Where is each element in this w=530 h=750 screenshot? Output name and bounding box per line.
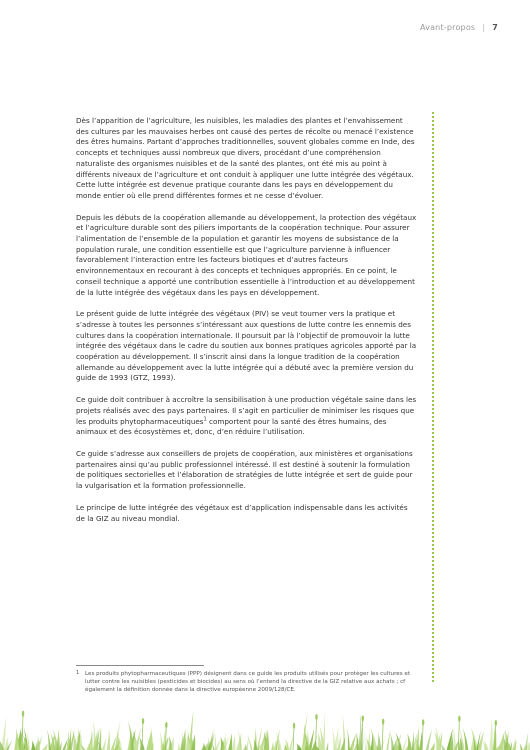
footnote-text: Les produits phytopharmaceutiques (PPP) désignent dans ce guide les produits utilisés pour protéger les cultures et lutter contre les nuisibles (pesticides et biocides) au sens où l’entend la directive de la GIZ relative aux achats ; cf également la définition donnée dans la directive européenne 2009/128/CE.	[85, 671, 411, 694]
grass-blade	[377, 733, 381, 750]
footnote	[76, 670, 426, 695]
grass-seed-head	[382, 718, 384, 724]
grass-blade	[107, 730, 110, 750]
grass-blade	[47, 729, 51, 750]
footnote-mark: 1	[76, 670, 80, 676]
grass-seed-head	[422, 719, 424, 725]
grass-blade	[356, 732, 359, 750]
grass-stem	[382, 722, 383, 750]
grass-seed-head	[165, 722, 167, 728]
page-number: 7	[492, 23, 498, 32]
paragraph-2: Depuis les débuts de la coopération allemande au développement, la protection des végétaux et l’agriculture durable sont des piliers importants de la coopération technique. Pour assurer l’alimentation de l’ensemble de la population et garantir les moyens de subsistance de la population rurale, une condition essentielle est que l’agriculture parvienne à influencer favorablement l’interaction entre les facteurs biotiques et d’autres facteurs environnementaux en recourant à des concepts et techniques appropriés. En ce point, le conseil technique a apporté une contribution essentielle à l’introduction et au développement de la lutte intégrée des végétaux dans les pays en développement.	[76, 212, 417, 297]
grass-blade	[512, 738, 517, 750]
grass-blade	[419, 731, 422, 750]
grass-seed-head	[315, 714, 317, 720]
section-title: Avant-propos	[419, 23, 476, 32]
paragraph-4	[76, 395, 417, 438]
grass-blade	[411, 731, 414, 750]
grass-blade	[390, 733, 394, 750]
grass-blade	[347, 728, 350, 750]
grass-blade	[42, 744, 48, 750]
paragraph-4-part-1: Ce guide doit contribuer à accroître la sensibilisation à une production végétale saine dans les projets réalisés avec des pays partenaires. Il s’agit en particulier de minimiser les risques que les produits phytopharmaceutiques	[76, 395, 417, 426]
grass-seed-head	[458, 715, 460, 721]
grass-blade	[201, 743, 205, 750]
grass-stem	[422, 722, 423, 750]
header-separator: |	[482, 23, 486, 32]
grass-blade	[430, 743, 434, 750]
grass-blade	[178, 742, 180, 750]
grass-illustration	[0, 700, 530, 750]
grass-seed-head	[142, 718, 144, 724]
grass-blade	[426, 729, 432, 750]
grass-blade	[365, 739, 367, 750]
grass-blade	[102, 738, 106, 750]
grass-blade	[296, 743, 301, 750]
paragraph-6: Le principe de lutte intégrée des végétaux est d’application indispensable dans les activités de la GIZ au niveau mondial.	[76, 502, 408, 523]
paragraph-3: Le présent guide de lutte intégrée des végétaux (PIV) se veut tourner vers la pratique et s’adresse à toutes les personnes s’intéressant aux questions de lutte contre les ennemis des cultures dans la coopération internationale. Il poursuit par là l’objectif de promouvoir la lutte intégrée des végétaux dans le cadre du soutien aux bonnes pratiques agricoles apporté par la coopération au développement. Il s’inscrit ainsi dans la longue tradition de la coopération allemande au développement avec la lutte intégrée qui a débuté avec la première version du guide de 1993 (GTZ, 1993).	[76, 309, 417, 383]
grass-seed-head	[362, 715, 364, 721]
grass-blade	[224, 732, 226, 750]
grass-seed-head	[495, 720, 497, 726]
paragraph-5: Ce guide s’adresse aux conseillers de projets de coopération, aux ministères et organisations partenaires ainsi qu’au public professionnel intéressé. Il est destiné à soutenir la formulation de politiques sectorielles et l’élaboration de stratégies de lutte intégrée et sert de guide pour la vulgarisation et la formation professionnelle.	[76, 448, 413, 491]
grass-blade	[489, 717, 492, 750]
dotted-margin-rule	[432, 112, 434, 682]
grass-blade	[407, 733, 411, 750]
grass-blade	[386, 729, 390, 750]
grass-seed-head	[293, 723, 295, 729]
body-text	[76, 116, 417, 535]
paragraph-4-part-2: comportent pour la santé des êtres humains, des animaux et des écosystèmes et, donc, d’en réduire l’utilisation.	[76, 416, 387, 437]
grass-blade	[243, 744, 246, 750]
footnote-divider	[76, 665, 204, 666]
grass-blade	[31, 740, 35, 750]
grass-stem	[293, 726, 294, 750]
grass-blade	[214, 727, 217, 750]
grass-blade	[228, 733, 232, 750]
grass-blade	[271, 742, 274, 750]
paragraph-1: Dès l’apparition de l’agriculture, les nuisibles, les maladies des plantes et l’envahissement des cultures par les mauvaises herbes ont causé des pertes de récolte ou menacé l’existence des êtres humains. Partant d’approches traditionnelles, souvent globales comme en Inde, des concepts et techniques aussi nombreux que divers, procédant d’une compréhension naturaliste des organismes nuisibles et de la santé des plantes, ont été mis au point à différents niveaux de l’agriculture et ont conduit à appliquer une lutte intégrée des végétaux. Cette lutte intégrée est devenue pratique courante dans les pays en développement du monde entier où elle prend différentes formes et ne cesse d’évoluer.	[76, 116, 415, 200]
grass-blade	[453, 726, 456, 750]
grass-blade	[326, 742, 328, 750]
grass-seed-head	[22, 711, 24, 717]
footnote-reference[interactable]: 1	[203, 416, 207, 423]
grass-blade	[232, 734, 236, 750]
running-header	[420, 23, 498, 32]
grass-blade	[519, 743, 522, 750]
